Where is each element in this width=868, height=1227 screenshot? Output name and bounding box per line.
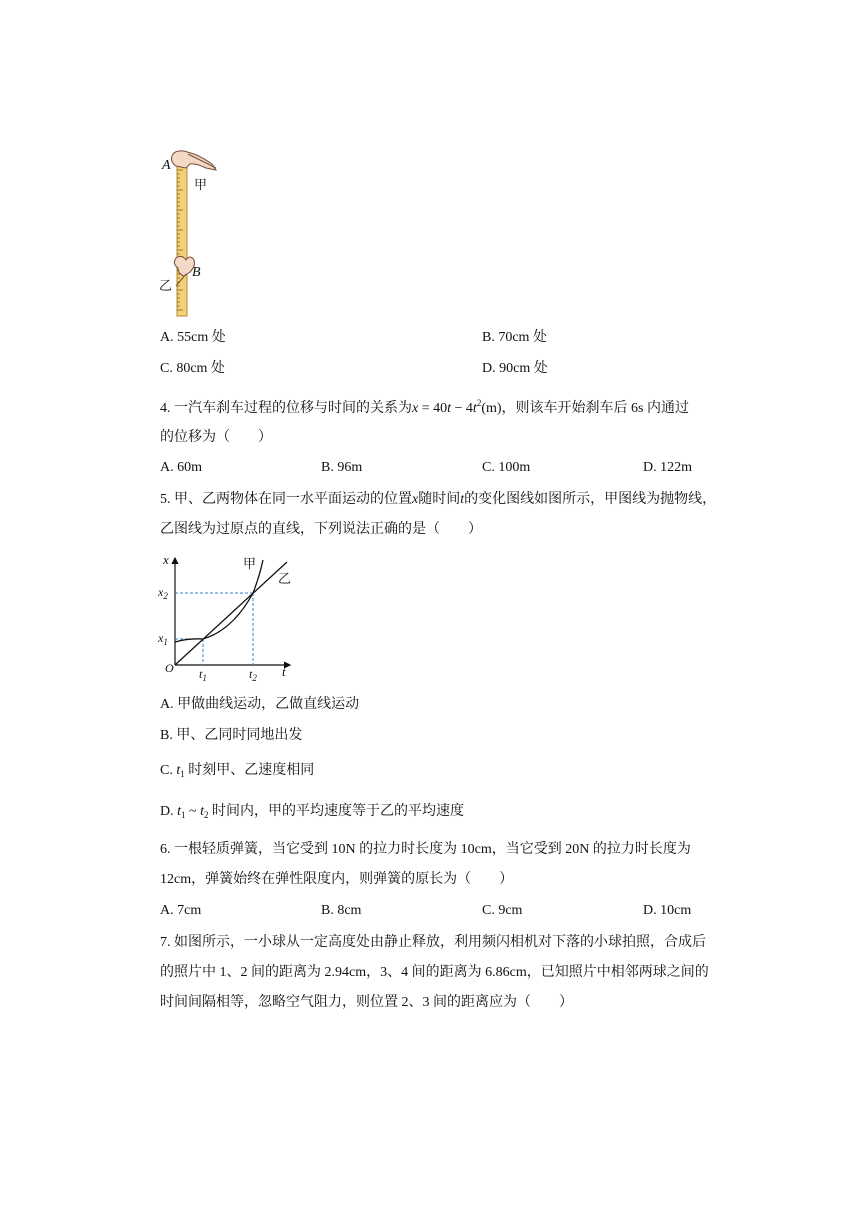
q4-formula-unit: (m) — [481, 401, 502, 416]
q7-line1: 7. 如图所示，一小球从一定高度处由静止释放，利用频闪相机对下落的小球拍照，合成后 — [160, 935, 706, 950]
graph-label-t2: $t_2$ — [249, 667, 257, 683]
graph-label-x: x — [163, 552, 169, 567]
q3-option-d: D. 90cm 处 — [482, 361, 548, 376]
ruler-label-jia: 甲 — [194, 177, 208, 192]
graph-label-t1: $t_1$ — [199, 667, 207, 683]
q6-line1: 6. 一根轻质弹簧，当它受到 10N 的拉力时长度为 10cm，当它受到 20N 的拉力时长度为 — [160, 842, 691, 857]
graph-label-origin: O — [165, 661, 174, 675]
graph-label-t: t — [282, 664, 286, 679]
q5-option-b: B. 甲、乙同时同地出发 — [160, 728, 303, 743]
q4-formula-minus: − 4 — [451, 401, 473, 416]
q6-line2: 12cm，弹簧始终在弹性限度内，则弹簧的原长为（ ） — [160, 872, 514, 887]
q5-option-d: D. $t_1$ ~ $t_2$ 时间内，甲的平均速度等于乙的平均速度 — [160, 804, 464, 820]
q4-formula-x: x — [412, 401, 419, 416]
q5-line1-x: x — [412, 492, 419, 507]
q4-option-a: A. 60m — [160, 460, 202, 475]
ruler-label-b: B — [192, 265, 201, 280]
q7-line2: 的照片中 1、2 间的距离为 2.94cm，3、4 间的距离为 6.86cm，已知照片中相邻两球之间的 — [160, 965, 709, 980]
q5-line1 — [160, 492, 716, 508]
q5-line2: 乙图线为过原点的直线，下列说法正确的是（ ） — [160, 522, 482, 537]
q5-option-a: A. 甲做曲线运动，乙做直线运动 — [160, 697, 360, 712]
graph-label-x1: $x_1$ — [158, 631, 168, 647]
q4-line2: 的位移为（ ） — [160, 430, 272, 445]
ruler-label-a: A — [162, 158, 171, 173]
q5-line1-t: t — [460, 492, 465, 507]
q5-line1-b: 随时间 — [418, 492, 461, 507]
graph-label-x2: $x_2$ — [158, 585, 168, 601]
q4-formula-t1: t — [447, 401, 452, 416]
line-yi — [175, 562, 287, 665]
graph-label-yi: 乙 — [278, 571, 292, 586]
q3-option-c: C. 80cm 处 — [160, 361, 225, 376]
graph-label-jia: 甲 — [243, 556, 257, 571]
q6-option-b: B. 8cm — [321, 903, 362, 918]
q4-option-c: C. 100m — [482, 460, 531, 475]
q3-option-a: A. 55cm 处 — [160, 330, 226, 345]
q5-option-c: C. $t_1$ 时刻甲、乙速度相同 — [160, 763, 315, 779]
q4-formula-sup: 2 — [476, 398, 482, 408]
q4-option-d: D. 122m — [643, 460, 692, 475]
q3-option-b: B. 70cm 处 — [482, 330, 547, 345]
q4-text-after: ，则该车开始刹车后 6s 内通过 — [501, 401, 689, 416]
q5-line1-c: 的变化图线如图所示，甲图线为抛物线， — [464, 492, 717, 507]
q6-option-d: D. 10cm — [643, 903, 692, 918]
q4-text-before: 4. 一汽车刹车过程的位移与时间的关系为 — [160, 401, 412, 416]
q4-option-b: B. 96m — [321, 460, 363, 475]
q4-formula-t2: t — [472, 401, 477, 416]
q5-line1-a: 5. 甲、乙两物体在同一水平面运动的位置 — [160, 492, 412, 507]
q4-formula-eq: = 40 — [418, 401, 448, 416]
q6-option-a: A. 7cm — [160, 903, 202, 918]
ruler-label-yi: 乙 — [159, 278, 173, 293]
q6-option-c: C. 9cm — [482, 903, 523, 918]
q4-line1 — [160, 395, 689, 417]
curve-jia — [175, 560, 263, 642]
q7-line3: 时间间隔相等，忽略空气阻力，则位置 2、3 间的距离应为（ ） — [160, 995, 573, 1010]
